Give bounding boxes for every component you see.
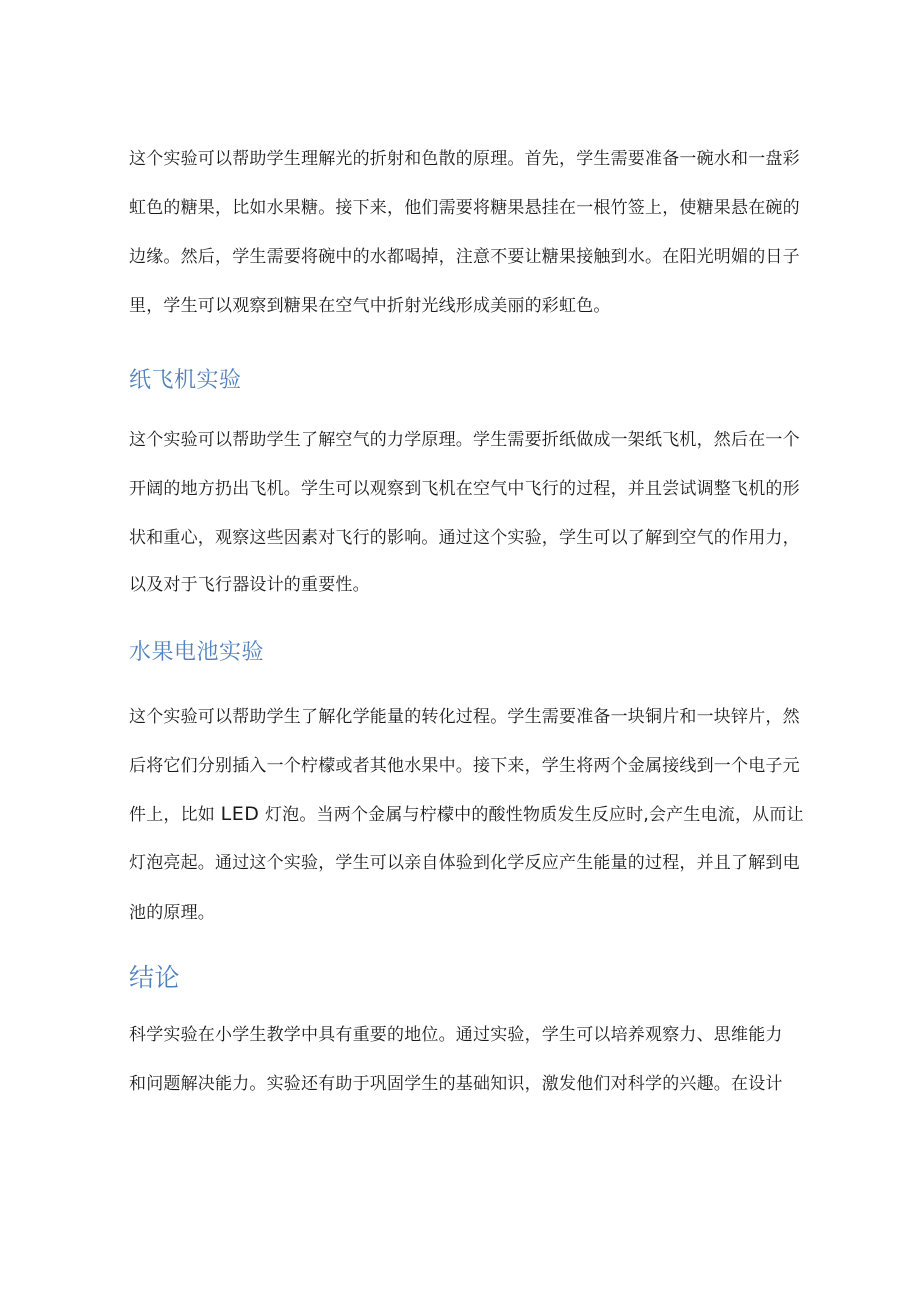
paragraph-line: 里，学生可以观察到糖果在空气中折射光线形成美丽的彩虹色。 bbox=[129, 296, 611, 316]
paragraph-line-segment: 件上，比如 bbox=[129, 805, 215, 825]
paragraph-line: 边缘。然后，学生需要将碗中的水都喝掉，注意不要让糖果接触到水。在阳光明媚的日子 bbox=[129, 247, 800, 267]
led-text: LED bbox=[220, 803, 260, 825]
paragraph-line: 和问题解决能力。实验还有助于巩固学生的基础知识，激发他们对科学的兴趣。在设计 bbox=[129, 1074, 783, 1094]
section-heading-paper-plane: 纸飞机实验 bbox=[129, 368, 242, 393]
paragraph-line: 后将它们分别插入一个柠檬或者其他水果中。接下来，学生将两个金属接线到一个电子元 bbox=[129, 756, 800, 776]
section-heading-fruit-battery: 水果电池实验 bbox=[129, 640, 265, 665]
paragraph-line: 开阔的地方扔出飞机。学生可以观察到飞机在空气中飞行的过程，并且尝试调整飞机的形 bbox=[129, 479, 800, 499]
paragraph-line: 虹色的糖果，比如水果糖。接下来，他们需要将糖果悬挂在一根竹签上，使糖果悬在碗的 bbox=[129, 198, 800, 218]
paragraph-line bbox=[129, 802, 804, 827]
paragraph-line: 灯泡亮起。通过这个实验，学生可以亲自体验到化学反应产生能量的过程，并且了解到电 bbox=[129, 853, 800, 873]
paragraph-line: 这个实验可以帮助学生了解空气的力学原理。学生需要折纸做成一架纸飞机，然后在一个 bbox=[129, 430, 800, 450]
paragraph-line: 这个实验可以帮助学生理解光的折射和色散的原理。首先，学生需要准备一碗水和一盘彩 bbox=[129, 149, 800, 169]
paragraph-line: 池的原理。 bbox=[129, 903, 215, 923]
paragraph-line: 这个实验可以帮助学生了解化学能量的转化过程。学生需要准备一块铜片和一块锌片，然 bbox=[129, 707, 800, 727]
paragraph-line-segment: 灯泡。当两个金属与柠檬中的酸性物质发生反应时,会产生电流，从而让 bbox=[264, 805, 804, 825]
paragraph-line: 以及对于飞行器设计的重要性。 bbox=[129, 575, 370, 595]
section-heading-conclusion: 结论 bbox=[129, 963, 181, 992]
paragraph-line: 状和重心，观察这些因素对飞行的影响。通过这个实验，学生可以了解到空气的作用力， bbox=[129, 528, 800, 548]
paragraph-line: 科学实验在小学生教学中具有重要的地位。通过实验，学生可以培养观察力、思维能力 bbox=[129, 1025, 783, 1045]
